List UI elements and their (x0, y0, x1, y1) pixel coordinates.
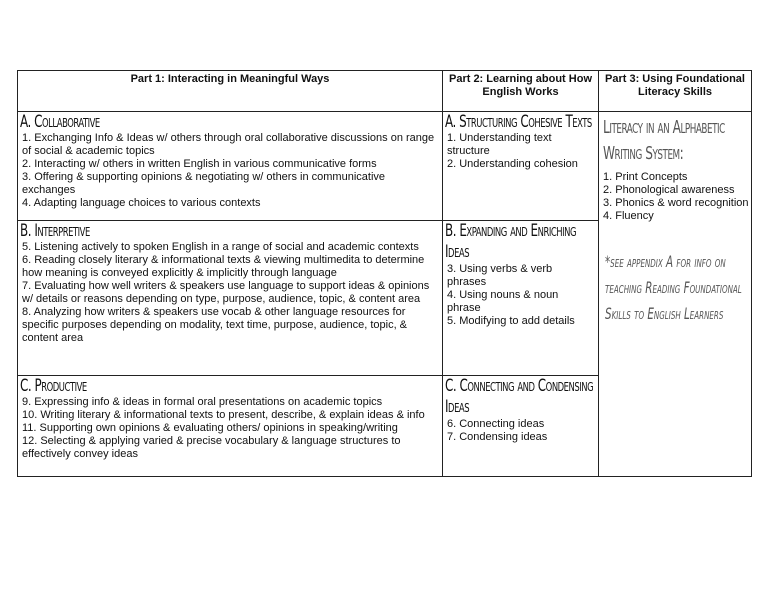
list-item: 2. Phonological awareness (603, 184, 735, 196)
list-item: 3. Using verbs & verb phrases (447, 263, 553, 288)
list-item: 1. Print Concepts (603, 171, 688, 183)
cell-interpretive (18, 221, 443, 376)
section-title-expanding: B. Expanding and Enriching Ideas (445, 221, 577, 262)
list-item: 12. Selecting & applying varied & precise vocabulary & language structures to effectively convey ideas (22, 435, 401, 460)
list-item: 5. Modifying to add details (447, 315, 575, 327)
section-title-connecting: C. Connecting and Condensing Ideas (445, 376, 594, 417)
cell-expanding (443, 221, 599, 376)
appendix-note: *see appendix A for info on teaching Reading Foundational Skills to English Learners (605, 252, 742, 323)
header-row (18, 71, 752, 112)
section-title-interpretive: B. Interpretive (20, 221, 90, 241)
list-item: 1. Understanding text structure (447, 132, 552, 157)
list-item: 7. Evaluating how well writers & speakers use language to support ideas & opinions w/ details or reasons depending on type, purpose, audience, topic, & content area (22, 280, 430, 305)
section-title-structuring: A. Structuring Cohesive Texts (445, 112, 592, 132)
list-item: 11. Supporting own opinions & evaluating others/ opinions in speaking/writing (22, 422, 398, 434)
list-item: 10. Writing literary & informational texts to present, describe, & explain ideas & info (22, 409, 425, 421)
header-part3: Part 3: Using Foundational Literacy Skills (599, 71, 752, 112)
cell-structuring (443, 112, 599, 221)
header-part1: Part 1: Interacting in Meaningful Ways (18, 71, 443, 112)
row-a (18, 112, 752, 221)
list-item: 3. Offering & supporting opinions & negotiating w/ others in communicative exchanges (22, 171, 385, 196)
list-item: 5. Listening actively to spoken English in a range of social and academic contexts (22, 241, 419, 253)
list-item: 1. Exchanging Info & Ideas w/ others through oral collaborative discussions on range of social & academic topics (22, 132, 435, 157)
header-part2: Part 2: Learning about How English Works (443, 71, 599, 112)
cell-connecting (443, 376, 599, 477)
cell-productive (18, 376, 443, 477)
list-item: 4. Fluency (603, 210, 654, 222)
list-item: 8. Analyzing how writers & speakers use vocab & other language resources for specific purposes depending on modality, text time, purpose, audience, topic, & content area (22, 306, 408, 344)
list-item: 6. Connecting ideas (447, 418, 545, 430)
standards-table (17, 70, 752, 477)
list-item: 7. Condensing ideas (447, 431, 548, 443)
list-item: 3. Phonics & word recognition (603, 197, 749, 209)
list-item: 6. Reading closely literary & informational texts & viewing multimedita to determine how meaning is conveyed explicitly & implicitly through language (22, 254, 425, 279)
section-title-literacy: Literacy in an Alphabetic Writing System: (603, 117, 725, 164)
list-item: 9. Expressing info & ideas in formal oral presentations on academic topics (22, 396, 383, 408)
list-item: 2. Interacting w/ others in written English in various communicative forms (22, 158, 377, 170)
list-item: 4. Adapting language choices to various contexts (22, 197, 261, 209)
section-title-productive: C. Productive (20, 376, 87, 396)
cell-collaborative (18, 112, 443, 221)
section-title-collaborative: A. Collaborative (20, 112, 100, 132)
list-item: 4. Using nouns & noun phrase (447, 289, 559, 314)
cell-foundational-literacy (599, 112, 752, 477)
list-item: 2. Understanding cohesion (447, 158, 578, 170)
